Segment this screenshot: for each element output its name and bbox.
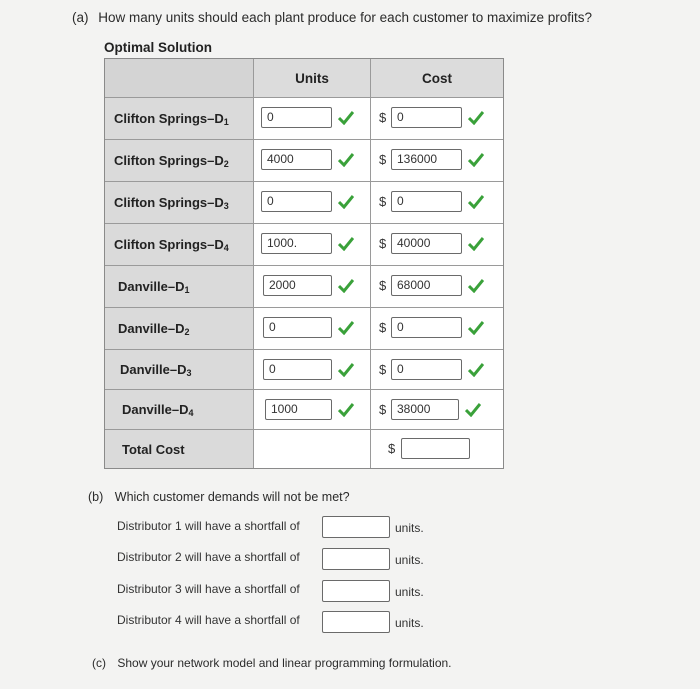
cost-input[interactable]: 136000 bbox=[391, 149, 462, 170]
question-a-tag: (a) bbox=[72, 10, 89, 25]
shortfall-label-4: Distributor 4 will have a shortfall of bbox=[117, 613, 300, 627]
check-icon bbox=[338, 279, 354, 293]
cost-header: Cost bbox=[422, 71, 452, 86]
currency-symbol: $ bbox=[379, 152, 387, 167]
cost-input[interactable]: 38000 bbox=[391, 399, 459, 420]
shortfall-unit-2: units. bbox=[395, 553, 424, 567]
question-a-text: How many units should each plant produce for each customer to maximize profits? bbox=[98, 10, 593, 25]
currency-symbol: $ bbox=[379, 402, 387, 417]
check-icon bbox=[338, 111, 354, 125]
check-icon bbox=[465, 403, 481, 417]
shortfall-label-1: Distributor 1 will have a shortfall of bbox=[117, 519, 300, 533]
shortfall-unit-3: units. bbox=[395, 585, 424, 599]
shortfall-unit-1: units. bbox=[395, 521, 424, 535]
cost-input[interactable]: 40000 bbox=[391, 233, 462, 254]
cost-input[interactable]: 0 bbox=[391, 317, 462, 338]
row-label: Clifton Springs–D $_3$ bbox=[114, 195, 229, 211]
check-icon bbox=[468, 153, 484, 167]
units-input[interactable]: 0 bbox=[261, 191, 332, 212]
row-label: Clifton Springs–D $_4$ bbox=[114, 237, 229, 253]
question-c bbox=[92, 656, 452, 670]
optimal-solution-table bbox=[104, 58, 504, 469]
cost-input[interactable]: 0 bbox=[391, 107, 462, 128]
row-label: Danville–D $_2$ bbox=[118, 321, 190, 337]
check-icon bbox=[468, 279, 484, 293]
cost-input[interactable]: 68000 bbox=[391, 275, 462, 296]
total-cost-label: Total Cost bbox=[122, 441, 185, 457]
optimal-solution-title: Optimal Solution bbox=[104, 40, 212, 55]
check-icon bbox=[338, 195, 354, 209]
row-label: Danville–D $_3$ bbox=[120, 362, 192, 378]
table-row bbox=[105, 308, 503, 350]
shortfall-input-1[interactable] bbox=[322, 516, 390, 538]
shortfall-input-2[interactable] bbox=[322, 548, 390, 570]
question-c-tag: (c) bbox=[92, 656, 106, 670]
units-header: Units bbox=[295, 71, 329, 86]
units-input[interactable]: 4000 bbox=[261, 149, 332, 170]
check-icon bbox=[468, 321, 484, 335]
currency-symbol: $ bbox=[379, 278, 387, 293]
currency-symbol: $ bbox=[379, 362, 387, 377]
table-header-row bbox=[105, 59, 503, 98]
shortfall-input-4[interactable] bbox=[322, 611, 390, 633]
question-b bbox=[88, 490, 350, 504]
table-row bbox=[105, 266, 503, 308]
table-row bbox=[105, 350, 503, 390]
units-input[interactable]: 0 bbox=[263, 317, 332, 338]
check-icon bbox=[338, 363, 354, 377]
total-cost-row bbox=[105, 430, 503, 468]
shortfall-label-2: Distributor 2 will have a shortfall of bbox=[117, 550, 300, 564]
table-row bbox=[105, 98, 503, 140]
shortfall-input-3[interactable] bbox=[322, 580, 390, 602]
table-row bbox=[105, 224, 503, 266]
table-row bbox=[105, 390, 503, 430]
check-icon bbox=[338, 237, 354, 251]
check-icon bbox=[338, 321, 354, 335]
shortfall-label-3: Distributor 3 will have a shortfall of bbox=[117, 582, 300, 596]
cost-input[interactable]: 0 bbox=[391, 191, 462, 212]
currency-symbol: $ bbox=[379, 110, 387, 125]
units-input[interactable]: 0 bbox=[263, 359, 332, 380]
check-icon bbox=[468, 195, 484, 209]
check-icon bbox=[338, 153, 354, 167]
row-label: Danville–D $_4$ bbox=[122, 402, 194, 418]
question-b-tag: (b) bbox=[88, 490, 104, 504]
currency-symbol: $ bbox=[379, 194, 387, 209]
shortfall-unit-4: units. bbox=[395, 616, 424, 630]
table-row bbox=[105, 140, 503, 182]
currency-symbol: $ bbox=[379, 236, 387, 251]
units-input[interactable]: 1000 bbox=[265, 399, 332, 420]
question-c-text: Show your network model and linear programming formulation. bbox=[117, 656, 452, 670]
cost-input[interactable]: 0 bbox=[391, 359, 462, 380]
currency-symbol: $ bbox=[379, 320, 387, 335]
check-icon bbox=[468, 237, 484, 251]
units-input[interactable]: 1000. bbox=[261, 233, 332, 254]
currency-symbol: $ bbox=[388, 441, 396, 456]
question-b-text: Which customer demands will not be met? bbox=[114, 490, 350, 504]
check-icon bbox=[468, 111, 484, 125]
table-row bbox=[105, 182, 503, 224]
total-cost-input[interactable] bbox=[401, 438, 470, 459]
row-label: Clifton Springs–D $_2$ bbox=[114, 153, 229, 169]
question-a bbox=[72, 10, 592, 25]
row-label: Danville–D $_1$ bbox=[118, 279, 190, 295]
row-label: Clifton Springs–D $_1$ bbox=[114, 111, 229, 127]
check-icon bbox=[468, 363, 484, 377]
units-input[interactable]: 0 bbox=[261, 107, 332, 128]
check-icon bbox=[338, 403, 354, 417]
units-input[interactable]: 2000 bbox=[263, 275, 332, 296]
